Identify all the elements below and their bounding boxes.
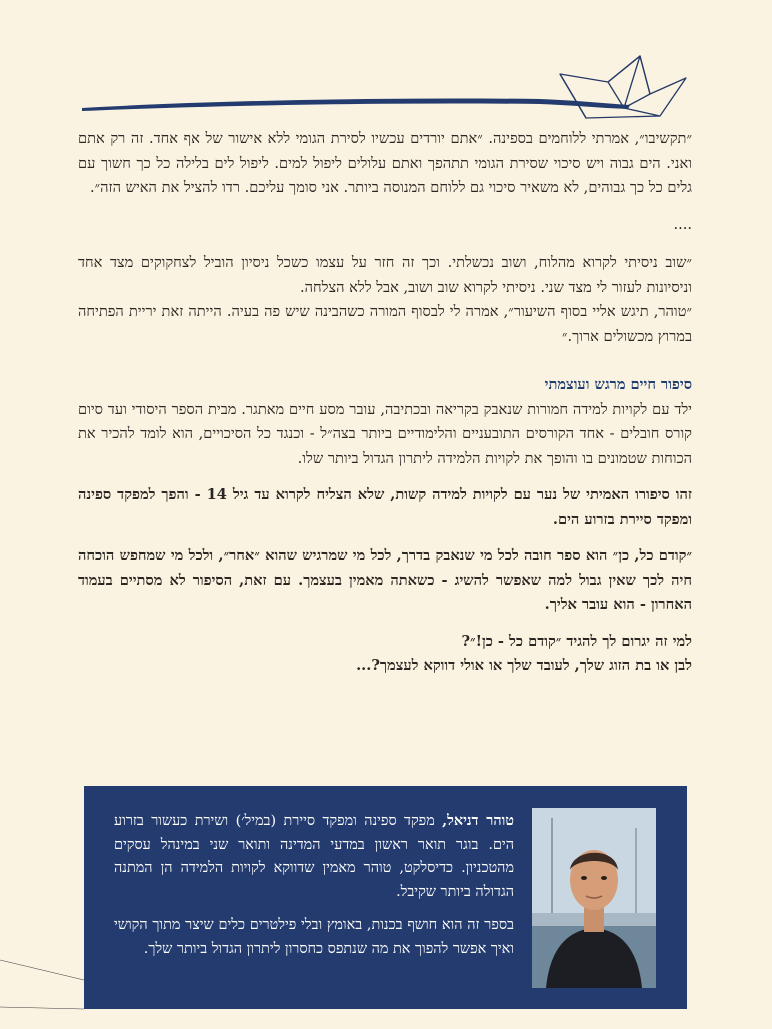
author-bio-box (84, 786, 687, 1009)
ellipsis-separator: .... (673, 215, 692, 233)
decor-line-2 (0, 1007, 84, 1009)
question-line-2: לבן או בת הזוג שלך, לעובד שלך או אולי דווקא לעצמך?... (356, 657, 692, 674)
paragraph-quote-1: ״תקשיבו״, אמרתי ללוחמים בספינה. ״אתם יורדים עכשיו לסירת הגומי ללא אישור של אף אחד. זה רק אתם ואני. הים גבוה ויש סיכוי שסירת הגומי תתהפך ואתם עלולים ליפול למים. ליפול לים בלילה כל כך חשוך עם גלים כל כך גבוהים, לא משאיר סיכוי גם ללוחם המנוסה ביותר. אני סומך עליכם. רדו להציל את האיש הזה״. (78, 130, 692, 196)
bio-paragraph-1-rest: מפקד ספינה ומפקד סיירת (במיל׳) ושירת כעשור בזרוע הים. בוגר תואר ראשון במדעי המדינה ותואר שני במינהל עסקים מהטכניון. כדיסלקט, טוהר מאמין שדווקא לקויות הלמידה הן המתנה הגדולה ביותר שקיבל. (114, 813, 514, 900)
paragraph-summary: ילד עם לקויות למידה חמורות שנאבק בקריאה ובכתיבה, עובר מסע חיים מאתגר. מבית הספר היסודי ועד סיום קורס חובלים - אחד הקורסים התובעניים והלימודיים ביותר בצה״ל - וכנגד כל הסיכויים, הוא לומד להכיר את הכוחות שטמונים בו והופך את לקויות הלמידה ליתרון הגדול ביותר שלו. (78, 400, 692, 467)
bio-paragraph-2: בספר זה הוא חושף בכנות, באומץ ובלי פילטרים כלים שיצר מתוך הקושי ואיך אפשר להפוך את מה שנתפס כחסרון ליתרון הגדול ביותר שלך. (114, 917, 514, 957)
bio-paragraph-1 (114, 809, 514, 904)
paragraph-recommendation: ״קודם כל, כן״ הוא ספר חובה לכל מי שנאבק בדרך, לכל מי שמרגיש שהוא ״אחר״, ולכל מי שמחפש הוכחה חיה לכך שאין גבול למה שאפשר להשיג - כשאתה מאמין בעצמך. עם זאת, הסיפור לא מסתיים בעמוד האחרון - הוא עובר אליך. (78, 547, 692, 613)
question-line-1: למי זה יגרום לך להגיד ״קודם כל - כן!״? (461, 632, 692, 650)
paragraph-quote-2: ״שוב ניסיתי לקרוא מהלוח, ושוב נכשלתי. וכך זה חזר על עצמו כשכל ניסיון הוביל לצחקוקים מצד אחד וניסיונות לעזור לי מצד שני. ניסיתי לקרוא שוב ושוב, אבל ללא הצלחה. (78, 254, 692, 296)
main-text (78, 127, 692, 691)
decor-line-1 (0, 960, 84, 980)
section-heading: סיפור חיים מרגש ועוצמתי (544, 376, 692, 393)
brush-stroke (82, 98, 630, 111)
author-portrait-icon (532, 808, 656, 988)
author-photo (532, 808, 656, 988)
author-bio-text (114, 809, 514, 971)
paragraph-true-story: זהו סיפורו האמיתי של נער עם לקויות למידה קשות, שלא הצליח לקרוא עד גיל 14 - והפך למפקד ספינה ומפקד סיירת בזרוע הים. (78, 486, 692, 528)
paper-boat-icon (560, 56, 686, 118)
paragraph-quote-3: ״טוהר, תיגש אליי בסוף השיעור״, אמרה לי לבסוף המורה כשהבינה שיש פה בעיה. הייתה זאת יריית הפתיחה במרוץ מכשולים ארוך.״ (78, 303, 692, 345)
author-name: טוהר דניאל, (442, 812, 514, 829)
